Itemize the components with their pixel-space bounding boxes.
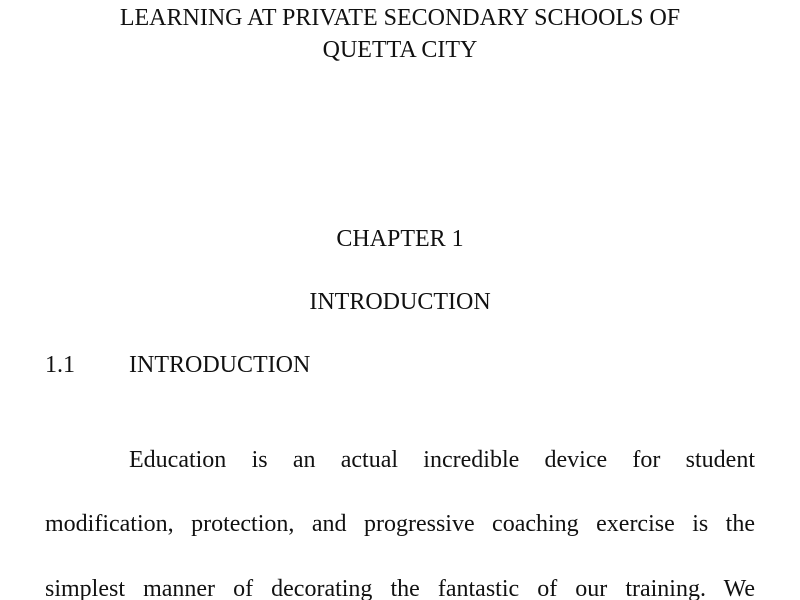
section-heading [45,350,310,380]
document-title [40,2,760,66]
title-line-2: QUETTA CITY [322,37,478,63]
paragraph-line: modification, protection, and progressive coaching exercise is the [45,511,755,537]
chapter-title: INTRODUCTION [309,289,491,315]
chapter-number: CHAPTER 1 [336,226,464,252]
paragraph-line: simplest manner of decorating the fantastic of our training. We [45,576,755,600]
section-number: 1.1 [45,352,75,378]
title-line-1: LEARNING AT PRIVATE SECONDARY SCHOOLS [119,5,644,31]
title-line-1-tail: OF [649,5,681,31]
section-title: INTRODUCTION [129,352,311,378]
paragraph-line: Education is an actual incredible device for student [129,447,755,473]
